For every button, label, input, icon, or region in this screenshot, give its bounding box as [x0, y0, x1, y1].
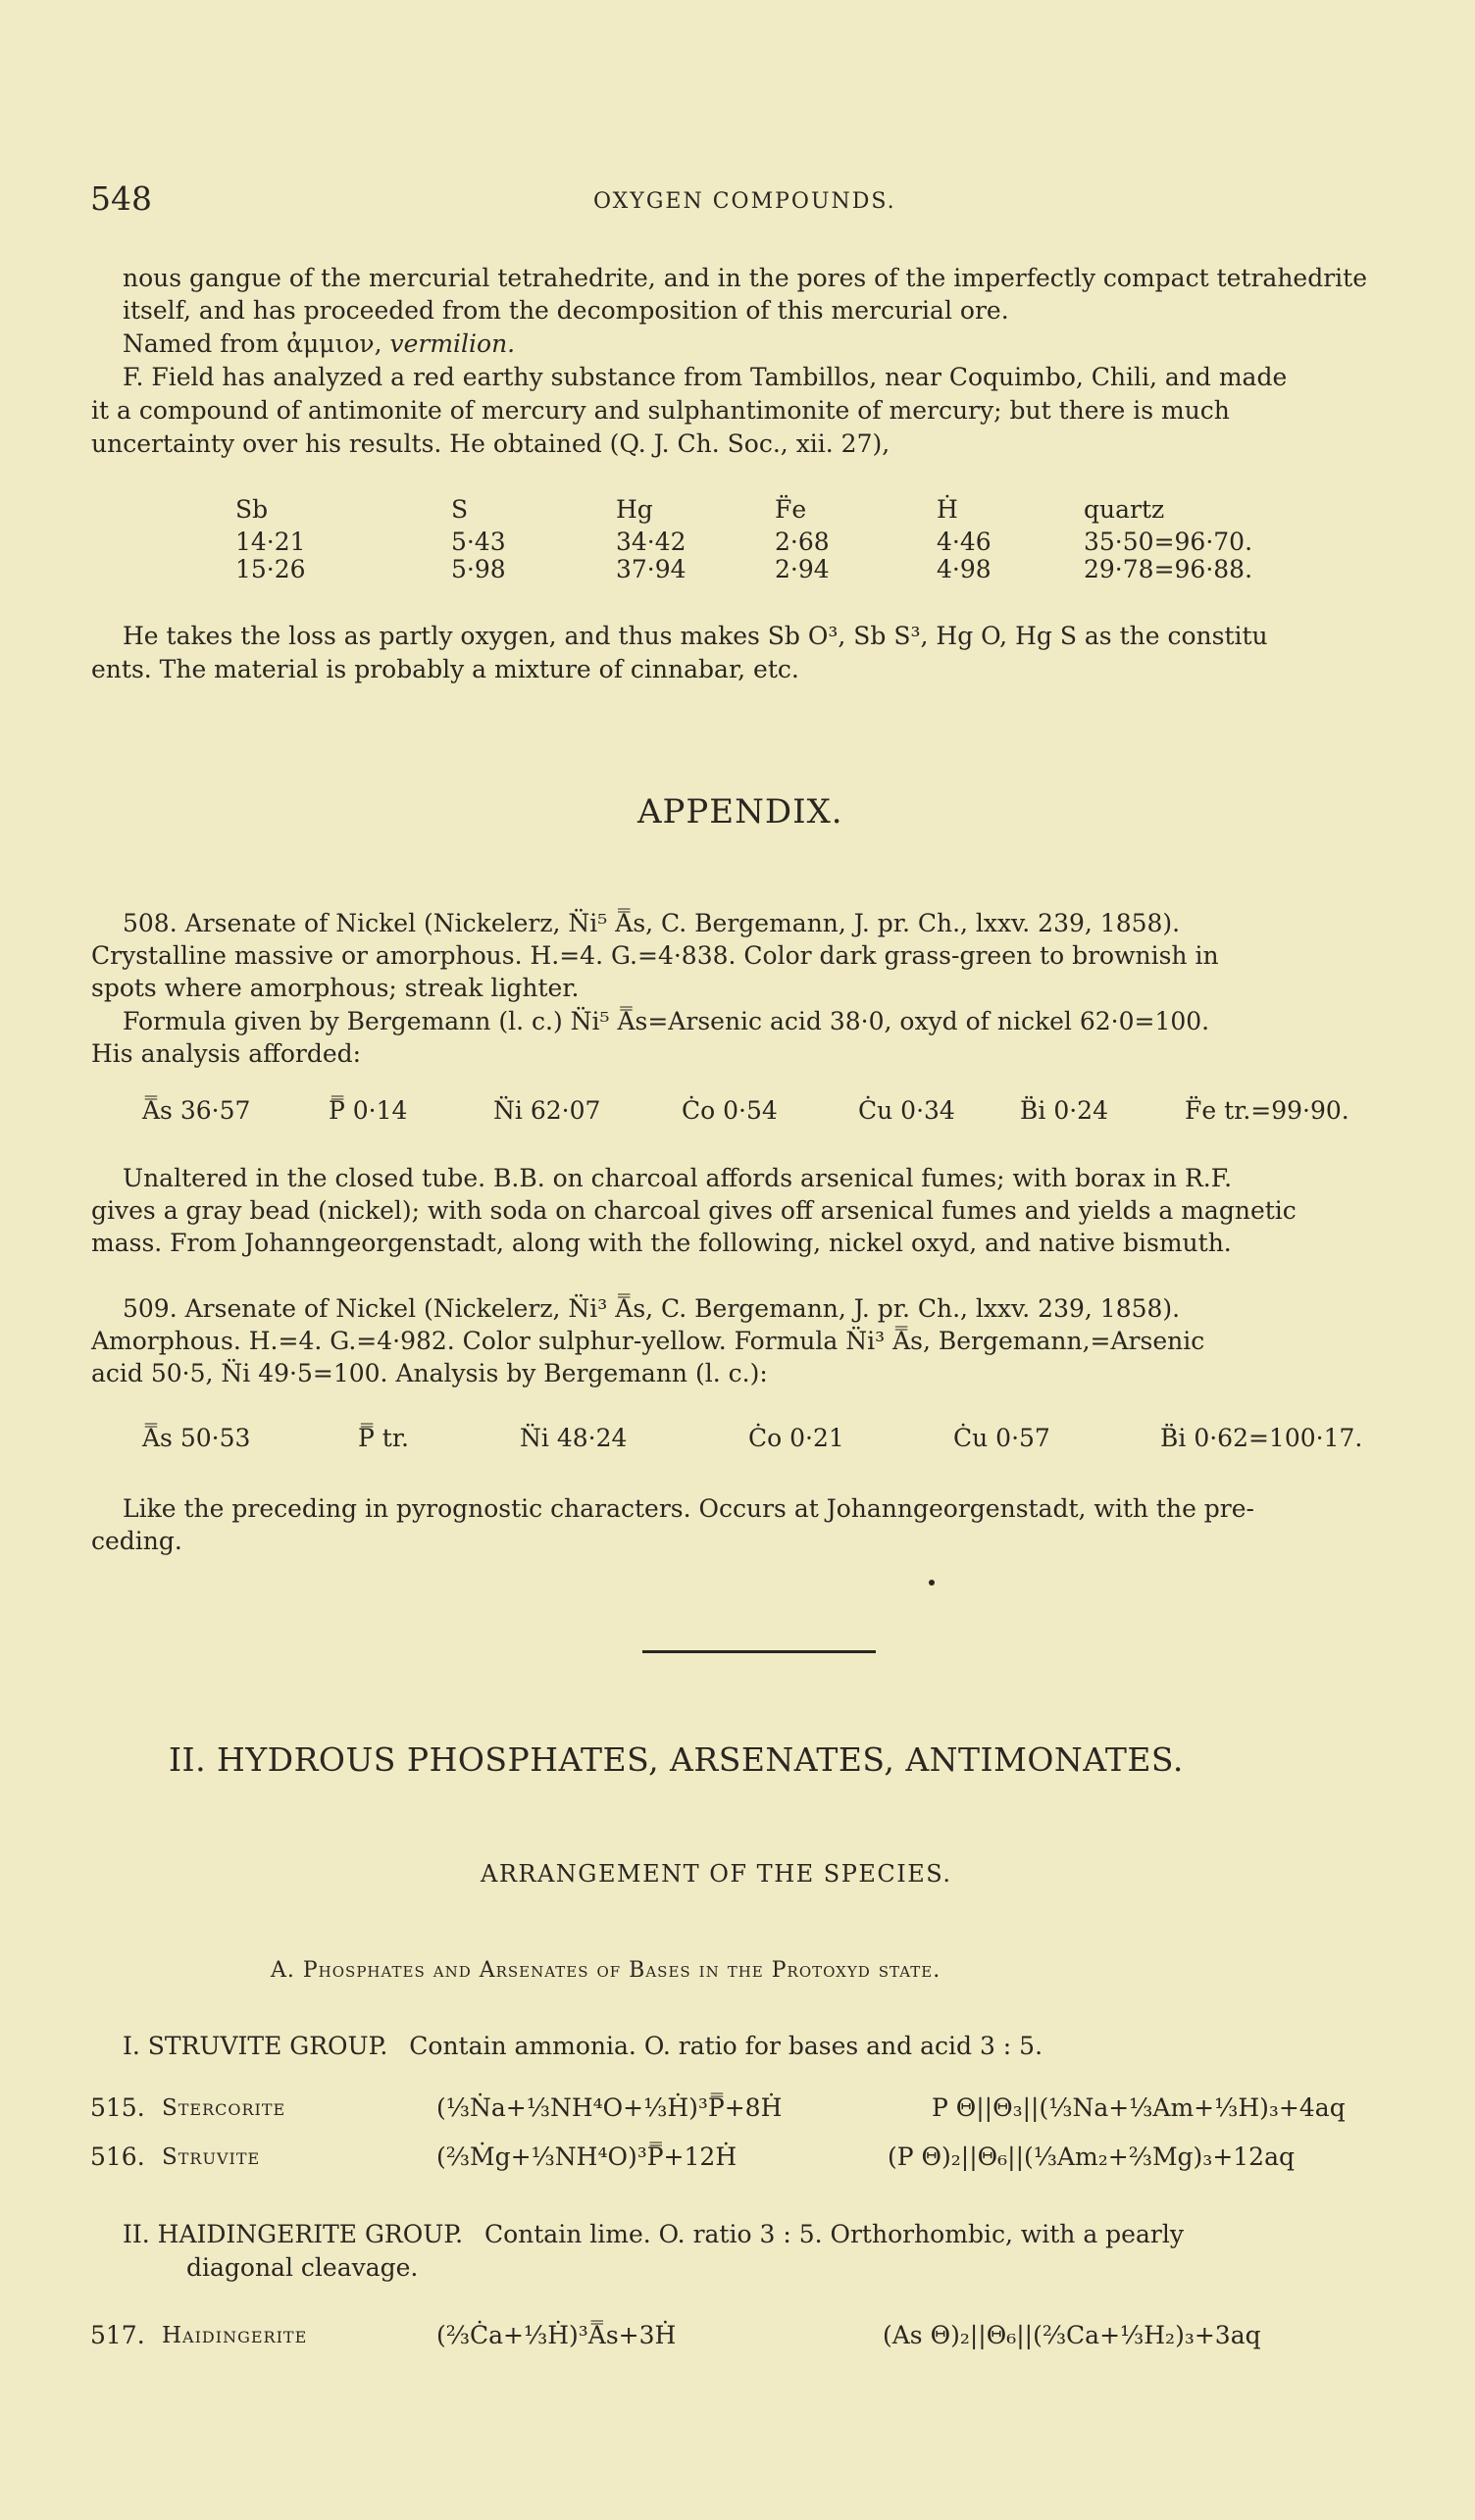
analysis-value: B̈i 0·24: [1020, 1096, 1108, 1125]
loss-note-line-1: He takes the loss as partly oxygen, and thus makes Sb O³, Sb S³, Hg O, Hg S as the constitu: [123, 622, 1268, 650]
species-name: Stercorite: [162, 2095, 286, 2121]
species-formula-alt: (As Θ)₂||Θ₆||(⅔Ca+⅓H₂)₃+3aq: [883, 2321, 1261, 2349]
entry-508-line-1: 508. Arsenate of Nickel (Nickelerz, N̈i⁵ A̿s, C. Bergemann, J. pr. Ch., lxxv. 239, 1858).: [123, 909, 1181, 937]
group-1-line: [123, 2030, 1043, 2062]
entry-508-line-2: Crystalline massive or amorphous. H.=4. G.=4·838. Color dark grass-green to brownish in: [91, 941, 1219, 970]
species-formula: (⅔Ṁg+⅓NH⁴O)³P̿+12Ḣ: [436, 2142, 738, 2171]
table-cell: 29·78=96·88.: [1084, 555, 1253, 583]
table-header: F̈e: [775, 495, 807, 524]
entry-509-note-2: ceding.: [91, 1527, 182, 1555]
table-cell: 35·50=96·70.: [1084, 528, 1253, 556]
named-italic: vermilion.: [389, 329, 516, 358]
entry-508-note-1: Unaltered in the closed tube. B.B. on charcoal affords arsenical fumes; with borax in R.F.: [123, 1164, 1233, 1192]
page-number: 548: [90, 179, 152, 218]
group-1-desc: Contain ammonia. O. ratio for bases and acid 3 : 5.: [409, 2032, 1043, 2060]
group-1-title: I. STRUVITE GROUP.: [123, 2032, 388, 2060]
table-cell: 15·26: [235, 555, 306, 583]
analysis-value: P̿ tr.: [358, 1424, 409, 1452]
table-header: Sb: [235, 495, 269, 524]
group-2-title: II. HAIDINGERITE GROUP.: [123, 2220, 464, 2248]
analysis-value: B̈i 0·62=100·17.: [1160, 1424, 1363, 1452]
analysis-value: P̿ 0·14: [329, 1096, 408, 1125]
section-rule: [642, 1650, 876, 1653]
intro-line-1: nous gangue of the mercurial tetrahedrite, and in the pores of the imperfectly compact tetrahedrite: [123, 264, 1368, 292]
analysis-value: Ċo 0·21: [748, 1424, 844, 1452]
table-cell: 37·94: [616, 555, 687, 583]
table-cell: 5·98: [451, 555, 506, 583]
entry-508-line-3: spots where amorphous; streak lighter.: [91, 974, 580, 1002]
section-title: II. HYDROUS PHOSPHATES, ARSENATES, ANTIMONATES.: [169, 1740, 1184, 1779]
table-cell: 5·43: [451, 528, 506, 556]
species-formula-alt: P Θ||Θ₃||(⅓Na+⅓Am+⅓H)₃+4aq: [932, 2093, 1346, 2122]
analysis-value: N̈i 48·24: [520, 1424, 628, 1452]
entry-508-note-3: mass. From Johanngeorgenstadt, along with the following, nickel oxyd, and native bismuth.: [91, 1229, 1232, 1257]
entry-508-note-2: gives a gray bead (nickel); with soda on charcoal gives off arsenical fumes and yields a magnetic: [91, 1196, 1297, 1225]
species-formula: (⅔Ċa+⅓Ḣ)³A̿s+3Ḣ: [436, 2321, 677, 2349]
entry-509-line-1: 509. Arsenate of Nickel (Nickelerz, N̈i³ A̿s, C. Bergemann, J. pr. Ch., lxxv. 239, 1858).: [123, 1294, 1181, 1323]
subsection-a-title: A. Phosphates and Arsenates of Bases in the Protoxyd state.: [271, 1958, 941, 1983]
table-header: Hg: [616, 495, 653, 524]
analysis-value: Ċu 0·57: [953, 1424, 1050, 1452]
table-header: Ḣ: [937, 495, 958, 524]
species-number: 516.: [90, 2142, 145, 2171]
table-cell: 34·42: [616, 528, 687, 556]
group-2-desc-cont: diagonal cleavage.: [186, 2253, 419, 2282]
table-cell: 4·46: [937, 528, 992, 556]
entry-509-line-3: acid 50·5, N̈i 49·5=100. Analysis by Bergemann (l. c.):: [91, 1359, 768, 1387]
loss-note-line-2: ents. The material is probably a mixture of cinnabar, etc.: [91, 655, 799, 683]
analysis-value: Ċu 0·34: [858, 1096, 955, 1125]
table-cell: 2·94: [775, 555, 830, 583]
table-header: S: [451, 495, 469, 524]
intro-line-2: itself, and has proceeded from the decomposition of this mercurial ore.: [123, 296, 1009, 325]
species-formula: (⅓Ṅa+⅓NH⁴O+⅓Ḣ)³P̿+8Ḣ: [436, 2093, 783, 2122]
entry-509-note-1: Like the preceding in pyrognostic characters. Occurs at Johanngeorgenstadt, with the pre-: [123, 1494, 1255, 1523]
table-cell: 4·98: [937, 555, 992, 583]
appendix-heading: APPENDIX.: [637, 792, 843, 832]
group-2-desc: Contain lime. O. ratio 3 : 5. Orthorhombic, with a pearly: [483, 2220, 1184, 2248]
field-line-2: it a compound of antimonite of mercury and sulphantimonite of mercury; but there is much: [91, 396, 1230, 425]
analysis-value: A̿s 36·57: [142, 1096, 251, 1125]
field-line-3: uncertainty over his results. He obtained (Q. J. Ch. Soc., xii. 27),: [91, 429, 890, 458]
species-number: 515.: [90, 2093, 145, 2122]
table-header: quartz: [1084, 495, 1165, 524]
analysis-value: N̈i 62·07: [493, 1096, 601, 1125]
entry-508-line-4: Formula given by Bergemann (l. c.) N̈i⁵ A̿s=Arsenic acid 38·0, oxyd of nickel 62·0=100.: [123, 1007, 1210, 1035]
table-cell: 2·68: [775, 528, 830, 556]
running-title: OXYGEN COMPOUNDS.: [593, 189, 896, 214]
arrangement-title: ARRANGEMENT OF THE SPECIES.: [481, 1860, 952, 1888]
analysis-value: Ċo 0·54: [682, 1096, 778, 1125]
named-from-line: [123, 328, 515, 360]
entry-509-line-2: Amorphous. H.=4. G.=4·982. Color sulphur-yellow. Formula N̈i³ A̿s, Bergemann,=Arsenic: [91, 1327, 1205, 1355]
species-name: Haidingerite: [162, 2323, 308, 2348]
entry-508-line-5: His analysis afforded:: [91, 1039, 362, 1068]
species-name: Struvite: [162, 2144, 261, 2170]
species-number: 517.: [90, 2321, 145, 2349]
named-prefix: Named from ἀμμιον,: [123, 329, 382, 358]
species-formula-alt: (P Θ)₂||Θ₆||(⅓Am₂+⅔Mg)₃+12aq: [888, 2142, 1295, 2171]
analysis-value: F̈e tr.=99·90.: [1185, 1096, 1349, 1125]
print-speck: [929, 1580, 935, 1586]
group-2-line: [123, 2218, 1184, 2250]
field-line-1: F. Field has analyzed a red earthy substance from Tambillos, near Coquimbo, Chili, and made: [123, 363, 1288, 391]
analysis-value: A̿s 50·53: [142, 1424, 251, 1452]
table-cell: 14·21: [235, 528, 306, 556]
